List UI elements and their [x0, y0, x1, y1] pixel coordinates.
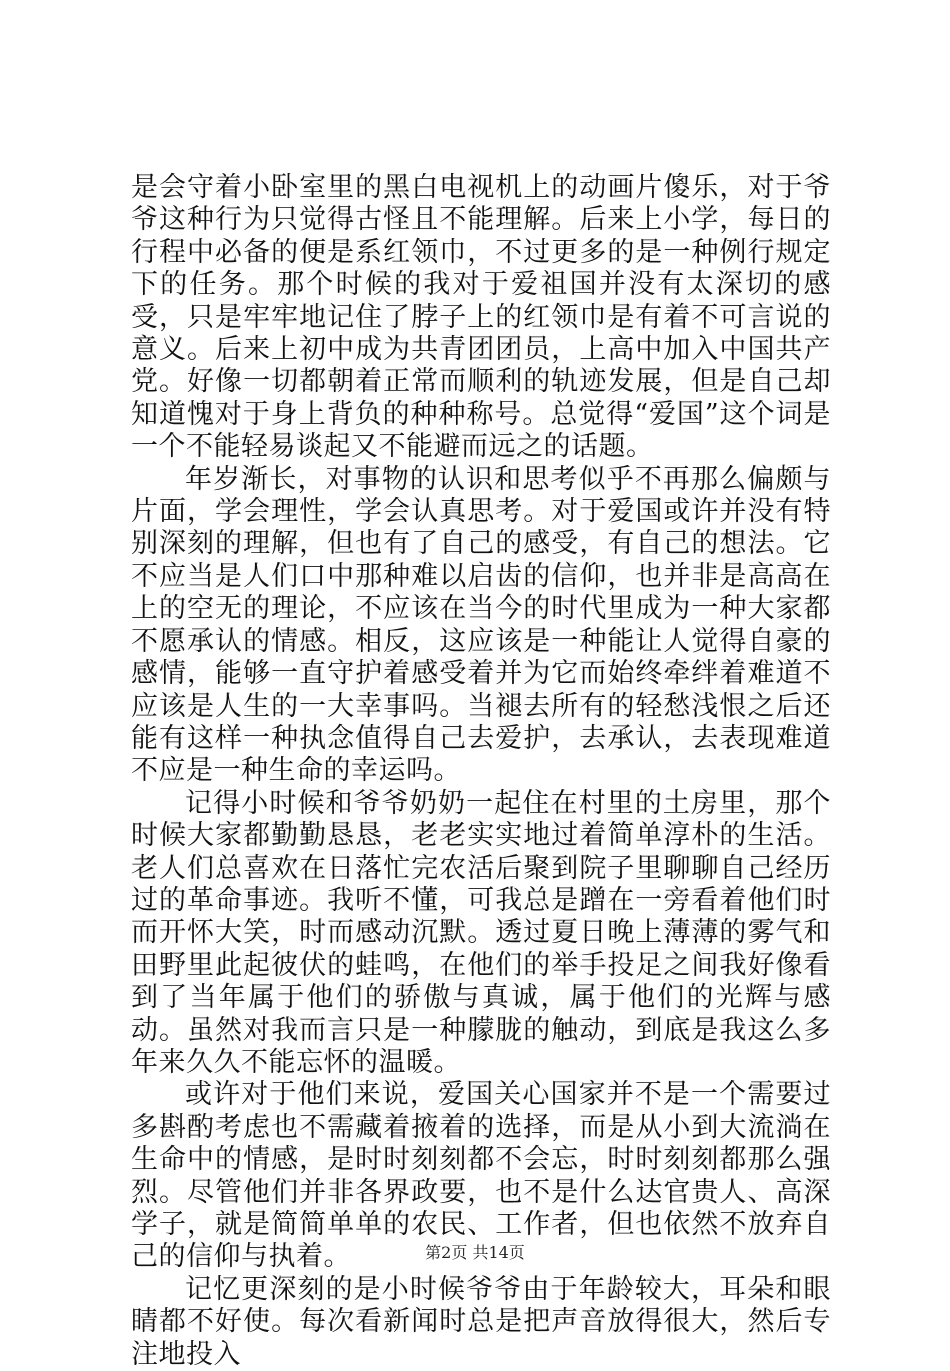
- paragraph-5: 记忆更深刻的是小时候爷爷由于年龄较大，耳朵和眼睛都不好使。每次看新闻时总是把声音放得很大，然后专注地投入: [131, 1273, 831, 1370]
- paragraph-1: 是会守着小卧室里的黑白电视机上的动画片傻乐，对于爷爷这种行为只觉得古怪且不能理解。后来上小学，每日的行程中必备的便是系红领巾，不过更多的是一种例行规定下的任务。那个时候的我对于爱祖国并没有太深切的感受，只是牢牢地记住了脖子上的红领巾是有着不可言说的意义。后来上初中成为共青团团员，上高中加入中国共产党。好像一切都朝着正常而顺利的轨迹发展，但是自己却知道愧对于身上背负的种种称号。总觉得“爱国”这个词是一个不能轻易谈起又不能避而远之的话题。: [131, 172, 831, 463]
- paragraph-3: 记得小时候和爷爷奶奶一起住在村里的土房里，那个时候大家都勤勤恳恳，老老实实地过着简单淳朴的生活。老人们总喜欢在日落忙完农活后聚到院子里聊聊自己经历过的革命事迹。我听不懂，可我总是蹭在一旁看着他们时而开怀大笑，时而感动沉默。透过夏日晚上薄薄的雾气和田野里此起彼伏的蛙鸣，在他们的举手投足之间我好像看到了当年属于他们的骄傲与真诚，属于他们的光辉与感动。虽然对我而言只是一种朦胧的触动，到底是我这么多年来久久不能忘怀的温暖。: [131, 787, 831, 1078]
- page-number-footer: 第2页 共14页: [425, 1243, 525, 1262]
- paragraph-2: 年岁渐长，对事物的认识和思考似乎不再那么偏颇与片面，学会理性，学会认真思考。对于爱国或许并没有特别深刻的理解，但也有了自己的感受，有自己的想法。它不应当是人们口中那种难以启齿的信仰，也并非是高高在上的空无的理论，不应该在当今的时代里成为一种大家都不愿承认的情感。相反，这应该是一种能让人觉得自豪的感情，能够一直守护着感受着并为它而始终牵绊着难道不应该是人生的一大幸事吗。当褪去所有的轻愁浅恨之后还能有这样一种执念值得自己去爱护，去承认，去表现难道不应是一种生命的幸运吗。: [131, 463, 831, 787]
- paragraph-4: 或许对于他们来说，爱国关心国家并不是一个需要过多斟酌考虑也不需藏着掖着的选择，而是从小到大流淌在生命中的情感，是时时刻刻都不会忘，时时刻刻都那么强烈。尽管他们并非各界政要，也不是什么达官贵人、高深学子，就是简简单单的农民、工作者，但也依然不放弃自己的信仰与执着。: [131, 1079, 831, 1273]
- document-body: [131, 172, 831, 1371]
